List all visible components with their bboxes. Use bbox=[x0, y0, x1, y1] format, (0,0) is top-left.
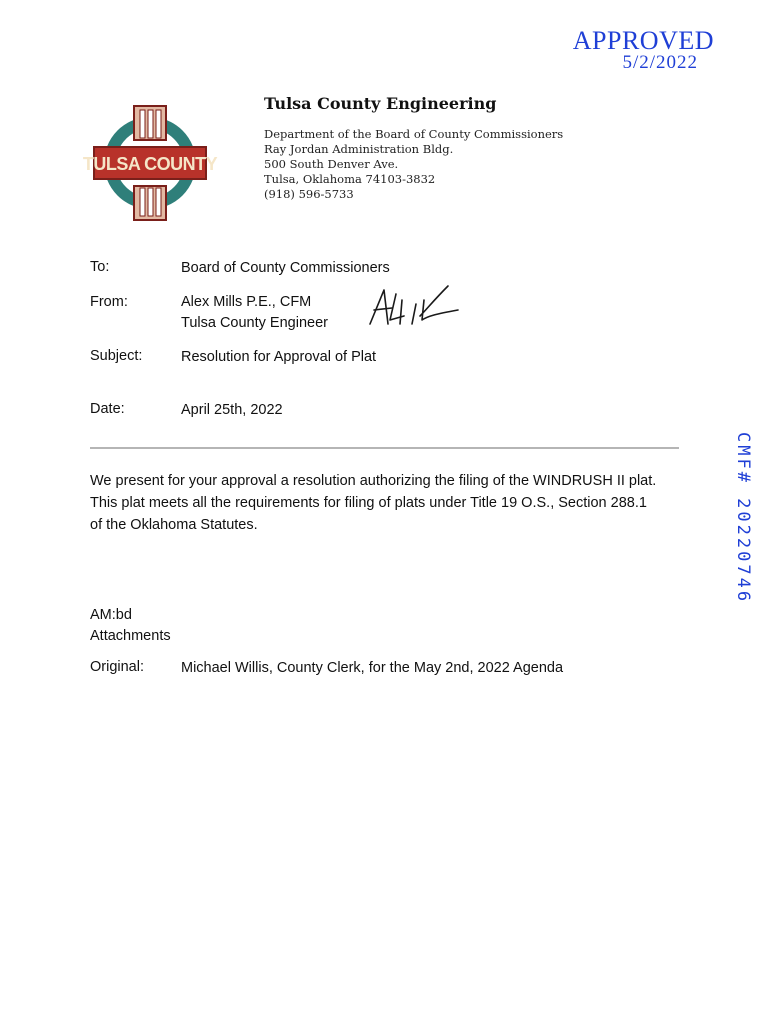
body-line: This plat meets all the requirements for filing of plats under Title 19 O.S., Section 288.1 bbox=[90, 495, 647, 511]
subject-value: Resolution for Approval of Plat bbox=[181, 349, 377, 365]
original-label: Original: bbox=[90, 659, 144, 675]
cmf-stamp: CMF# 20220746 bbox=[733, 432, 753, 605]
org-building: Ray Jordan Administration Bldg. bbox=[264, 142, 454, 156]
from-title: Tulsa County Engineer bbox=[181, 315, 328, 331]
approved-stamp: APPROVED bbox=[572, 26, 714, 55]
org-header bbox=[264, 94, 563, 202]
org-city: Tulsa, Oklahoma 74103-3832 bbox=[264, 172, 436, 186]
to-label: To: bbox=[90, 259, 110, 275]
logo-text: TULSA COUNTY bbox=[82, 154, 218, 174]
from-value bbox=[181, 293, 328, 333]
to-value: Board of County Commissioners bbox=[181, 260, 390, 276]
subject-label: Subject: bbox=[90, 348, 143, 364]
body-line: of the Oklahoma Statutes. bbox=[90, 517, 258, 533]
body-paragraph bbox=[90, 470, 690, 536]
from-label: From: bbox=[90, 294, 128, 310]
date-value: April 25th, 2022 bbox=[181, 402, 283, 418]
approved-date: 5/2/2022 bbox=[622, 52, 698, 73]
divider bbox=[90, 447, 679, 449]
from-name: Alex Mills P.E., CFM bbox=[181, 294, 312, 310]
date-label: Date: bbox=[90, 401, 125, 417]
original-value: Michael Willis, County Clerk, for the May 2nd, 2022 Agenda bbox=[181, 660, 564, 676]
org-title: Tulsa County Engineering bbox=[264, 94, 497, 113]
org-street: 500 South Denver Ave. bbox=[264, 157, 399, 171]
attachments-label: Attachments bbox=[90, 628, 171, 644]
tulsa-county-logo bbox=[82, 104, 218, 222]
initials: AM:bd bbox=[90, 607, 132, 623]
org-phone: (918) 596-5733 bbox=[264, 187, 354, 201]
body-line: We present for your approval a resolution authorizing the filing of the WINDRUSH II plat. bbox=[90, 473, 657, 489]
initials-block bbox=[90, 606, 171, 646]
org-department: Department of the Board of County Commissioners bbox=[264, 127, 564, 141]
signature bbox=[364, 280, 464, 332]
